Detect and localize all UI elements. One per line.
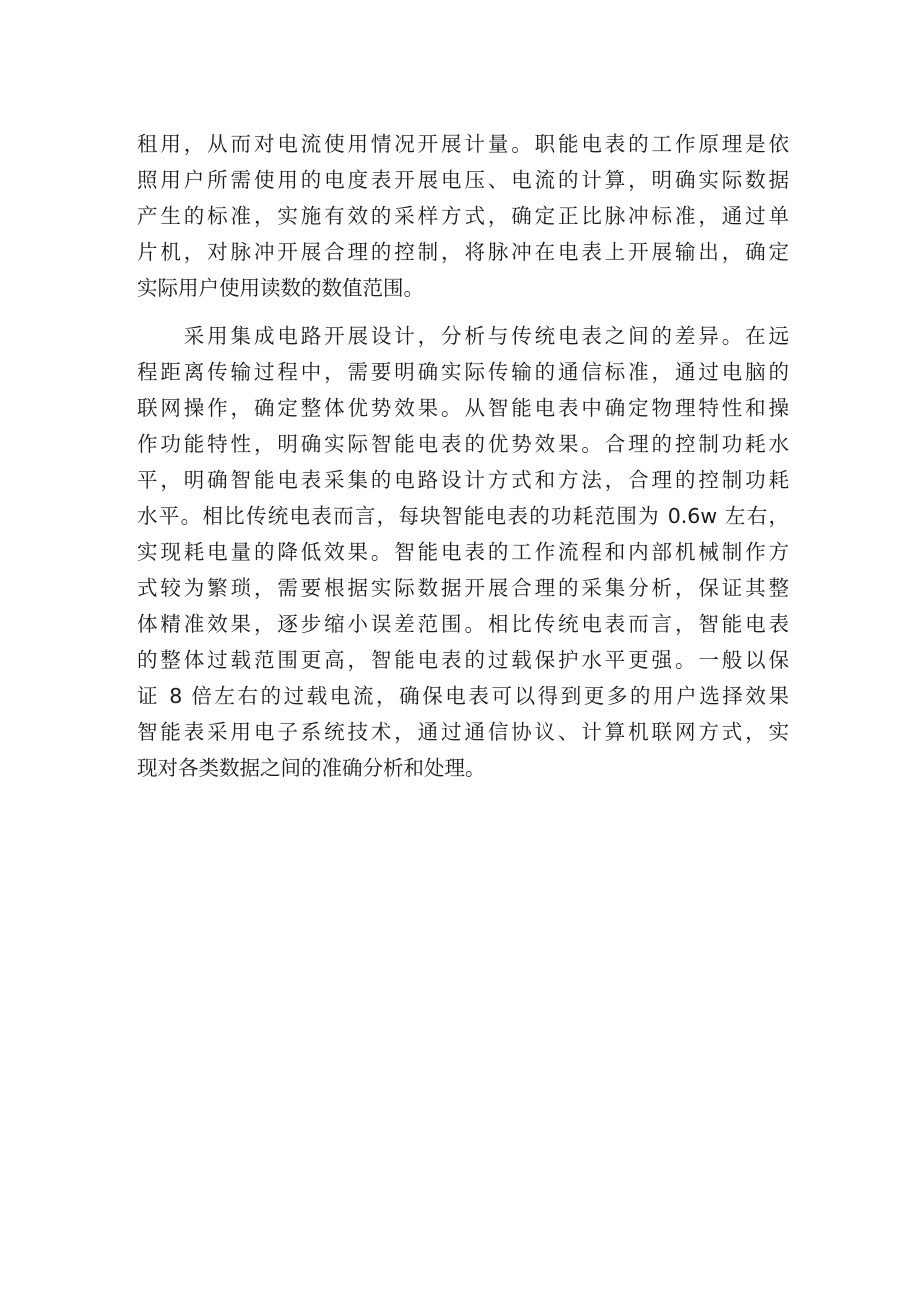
paragraph-1: [137, 126, 789, 306]
paragraph-2: [137, 318, 789, 786]
text-line: 证 8 倍左右的过载电流，确保电表可以得到更多的用户选择效果: [137, 684, 789, 708]
text-line: 实际用户使用读数的数值范围。: [137, 276, 424, 300]
text-line: 片机，对脉冲开展合理的控制，将脉冲在电表上开展输出，确定: [137, 240, 789, 264]
text-line: 智能表采用电子系统技术，通过通信协议、计算机联网方式，实: [137, 720, 789, 744]
text-line: 作功能特性，明确实际智能电表的优势效果。合理的控制功耗水: [137, 432, 789, 456]
text-line: 产生的标准，实施有效的采样方式，确定正比脉冲标准，通过单: [137, 204, 789, 228]
document-body: [137, 126, 789, 786]
text-line: 程距离传输过程中，需要明确实际传输的通信标准，通过电脑的: [137, 360, 789, 384]
text-line: 现对各类数据之间的准确分析和处理。: [137, 756, 486, 780]
text-line: 照用户所需使用的电度表开展电压、电流的计算，明确实际数据: [137, 168, 789, 192]
text-line: 的整体过载范围更高，智能电表的过载保护水平更强。一般以保: [137, 648, 789, 672]
text-line: 水平。相比传统电表而言，每块智能电表的功耗范围为 0.6w 左右，: [137, 504, 789, 528]
text-line: 租用，从而对电流使用情况开展计量。职能电表的工作原理是依: [137, 132, 789, 156]
text-line: 平，明确智能电表采集的电路设计方式和方法，合理的控制功耗: [137, 468, 789, 492]
text-line: 采用集成电路开展设计，分析与传统电表之间的差异。在远: [137, 324, 789, 348]
text-line: 体精准效果，逐步缩小误差范围。相比传统电表而言，智能电表: [137, 612, 789, 636]
text-line: 联网操作，确定整体优势效果。从智能电表中确定物理特性和操: [137, 396, 789, 420]
text-line: 式较为繁琐，需要根据实际数据开展合理的采集分析，保证其整: [137, 576, 789, 600]
text-line: 实现耗电量的降低效果。智能电表的工作流程和内部机械制作方: [137, 540, 789, 564]
